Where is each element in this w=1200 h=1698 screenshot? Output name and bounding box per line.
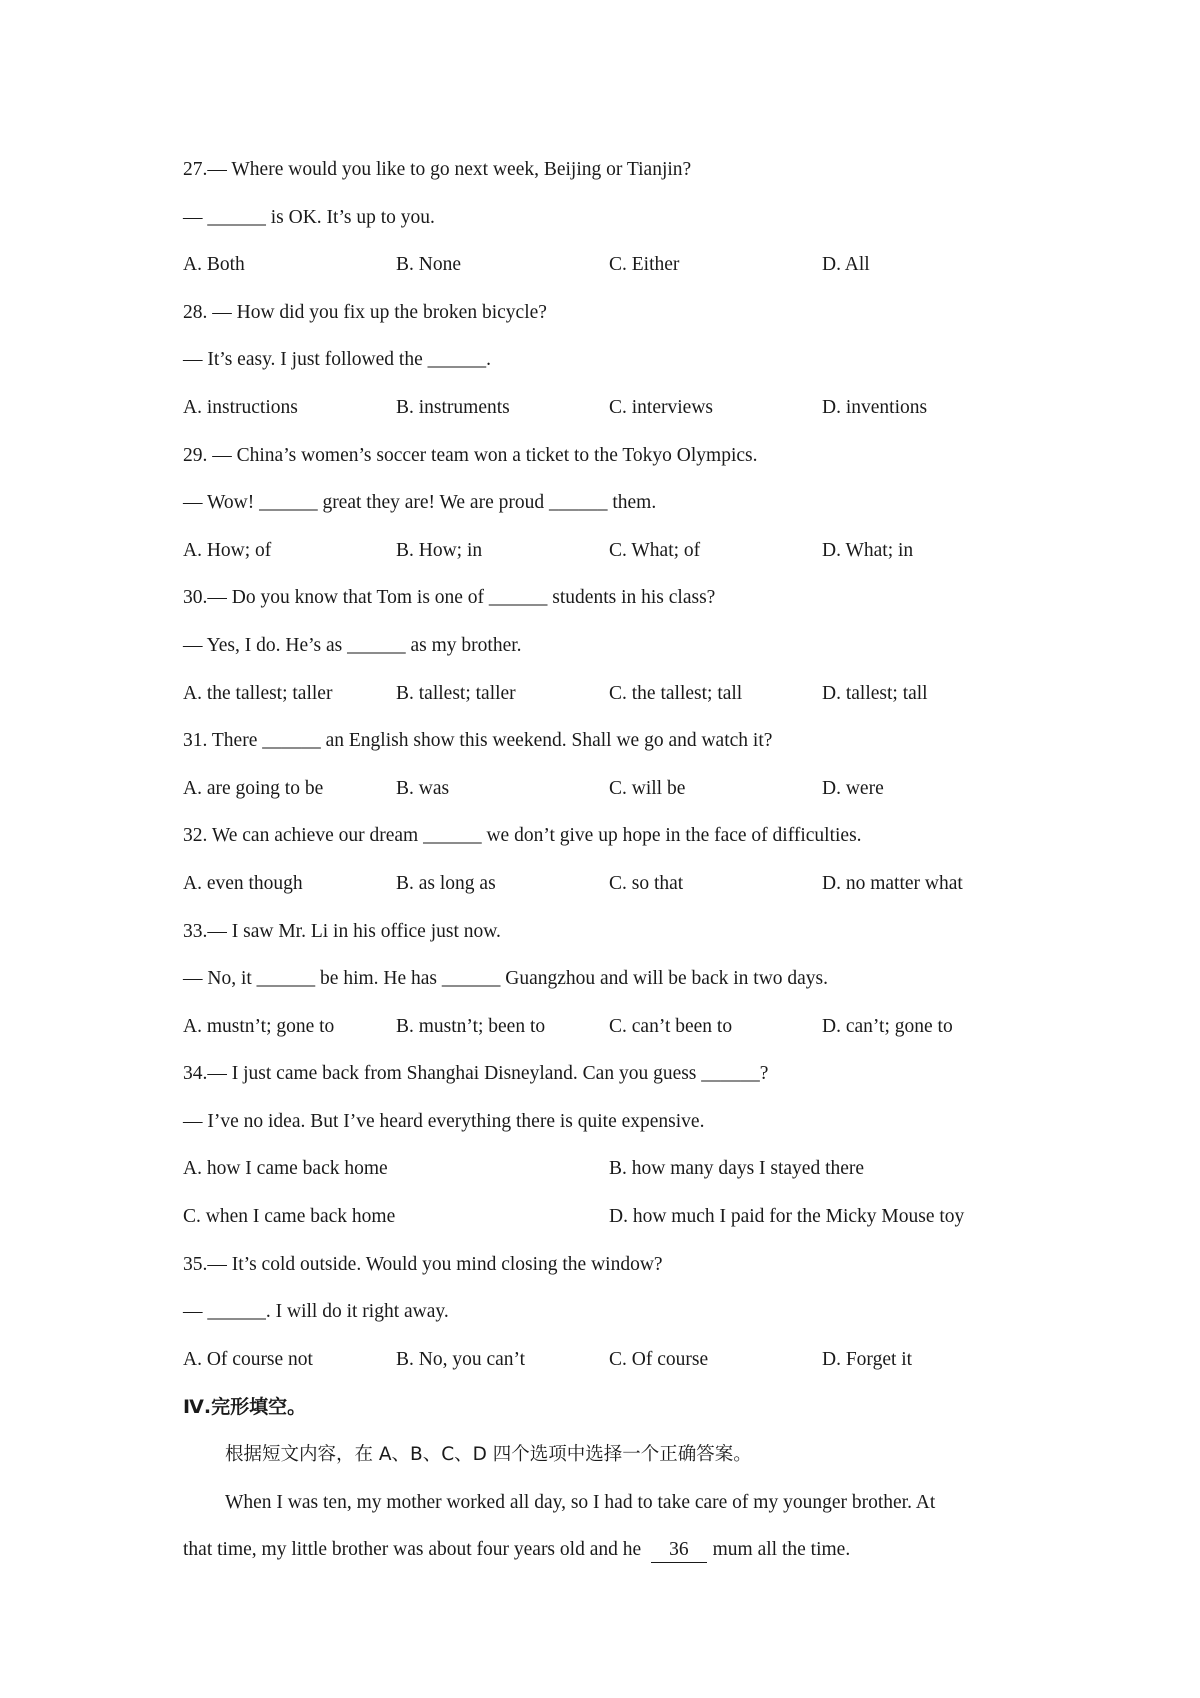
question-27-reply: — ______ is OK. It’s up to you. (183, 206, 435, 228)
option-b: B. how many days I stayed there (609, 1158, 865, 1180)
question-29-options (183, 533, 1043, 581)
option-c: C. What; of (609, 539, 701, 561)
option-a: A. instructions (183, 396, 298, 418)
question-34-options-row-1 (183, 1151, 1043, 1199)
option-c: C. when I came back home (183, 1206, 396, 1228)
option-b: B. How; in (396, 539, 483, 561)
option-d: D. can’t; gone to (822, 1015, 953, 1037)
option-a: A. Of course not (183, 1348, 313, 1370)
passage-line-1: When I was ten, my mother worked all day, so I had to take care of my younger brother. At (225, 1491, 936, 1513)
option-a: A. are going to be (183, 777, 324, 799)
question-32-options (183, 866, 1043, 914)
option-d: D. no matter what (822, 872, 963, 894)
question-28-options (183, 390, 1043, 438)
option-c: C. will be (609, 777, 686, 799)
option-b: B. tallest; taller (396, 682, 516, 704)
question-34-options-row-2 (183, 1199, 1043, 1247)
question-33-prompt: 33.— I saw Mr. Li in his office just now. (183, 920, 501, 942)
option-c: C. interviews (609, 396, 713, 418)
question-28-prompt: 28. — How did you fix up the broken bicycle? (183, 301, 547, 323)
question-33-options (183, 1009, 1043, 1057)
option-d: D. All (822, 254, 870, 276)
question-35-prompt: 35.— It’s cold outside. Would you mind closing the window? (183, 1253, 663, 1275)
question-30-prompt: 30.— Do you know that Tom is one of ______ students in his class? (183, 587, 716, 609)
option-b: B. was (396, 777, 450, 799)
option-c: C. Either (609, 254, 680, 276)
option-a: A. How; of (183, 539, 272, 561)
option-d: D. Forget it (822, 1348, 913, 1370)
section-heading: Ⅳ.完形填空。 (183, 1396, 307, 1419)
option-c: C. the tallest; tall (609, 682, 743, 704)
passage-text-after-blank: mum all the time. (712, 1539, 851, 1561)
option-c: C. so that (609, 872, 684, 894)
option-d: D. inventions (822, 396, 928, 418)
option-a: A. the tallest; taller (183, 682, 333, 704)
option-b: B. mustn’t; been to (396, 1015, 546, 1037)
option-b: B. None (396, 254, 461, 276)
section-instruction: 根据短文内容，在 A、B、C、D 四个选项中选择一个正确答案。 (225, 1444, 752, 1466)
option-b: B. No, you can’t (396, 1348, 526, 1370)
question-29-reply: — Wow! ______ great they are! We are proud ______ them. (183, 492, 657, 514)
option-a: A. even though (183, 872, 303, 894)
option-d: D. tallest; tall (822, 682, 928, 704)
option-a: A. mustn’t; gone to (183, 1015, 335, 1037)
exam-page (183, 152, 1043, 1580)
question-30-reply: — Yes, I do. He’s as ______ as my brother. (183, 634, 522, 656)
question-31-prompt: 31. There ______ an English show this weekend. Shall we go and watch it? (183, 730, 773, 752)
option-d: D. What; in (822, 539, 914, 561)
option-a: A. Both (183, 254, 245, 276)
option-a: A. how I came back home (183, 1158, 388, 1180)
question-28-reply: — It’s easy. I just followed the ______. (183, 349, 491, 371)
option-b: B. instruments (396, 396, 510, 418)
question-35-reply: — ______. I will do it right away. (183, 1301, 449, 1323)
option-d: D. were (822, 777, 884, 799)
option-b: B. as long as (396, 872, 496, 894)
option-d: D. how much I paid for the Micky Mouse toy (609, 1206, 965, 1228)
passage-line-2 (183, 1532, 1043, 1580)
question-35-options (183, 1342, 1043, 1390)
blank-36: 36 (651, 1538, 707, 1563)
question-34-prompt: 34.— I just came back from Shanghai Disneyland. Can you guess ______? (183, 1063, 769, 1085)
question-34-reply: — I’ve no idea. But I’ve heard everything there is quite expensive. (183, 1110, 705, 1132)
question-29-prompt: 29. — China’s women’s soccer team won a ticket to the Tokyo Olympics. (183, 444, 758, 466)
option-c: C. Of course (609, 1348, 709, 1370)
question-31-options (183, 771, 1043, 819)
question-32-prompt: 32. We can achieve our dream ______ we don’t give up hope in the face of difficulties. (183, 825, 862, 847)
question-27-prompt: 27.— Where would you like to go next week, Beijing or Tianjin? (183, 159, 692, 180)
question-27-options (183, 247, 1043, 295)
option-c: C. can’t been to (609, 1015, 733, 1037)
passage-text-before-blank: that time, my little brother was about four years old and he (183, 1539, 642, 1561)
question-30-options (183, 676, 1043, 724)
question-33-reply: — No, it ______ be him. He has ______ Guangzhou and will be back in two days. (183, 968, 829, 990)
